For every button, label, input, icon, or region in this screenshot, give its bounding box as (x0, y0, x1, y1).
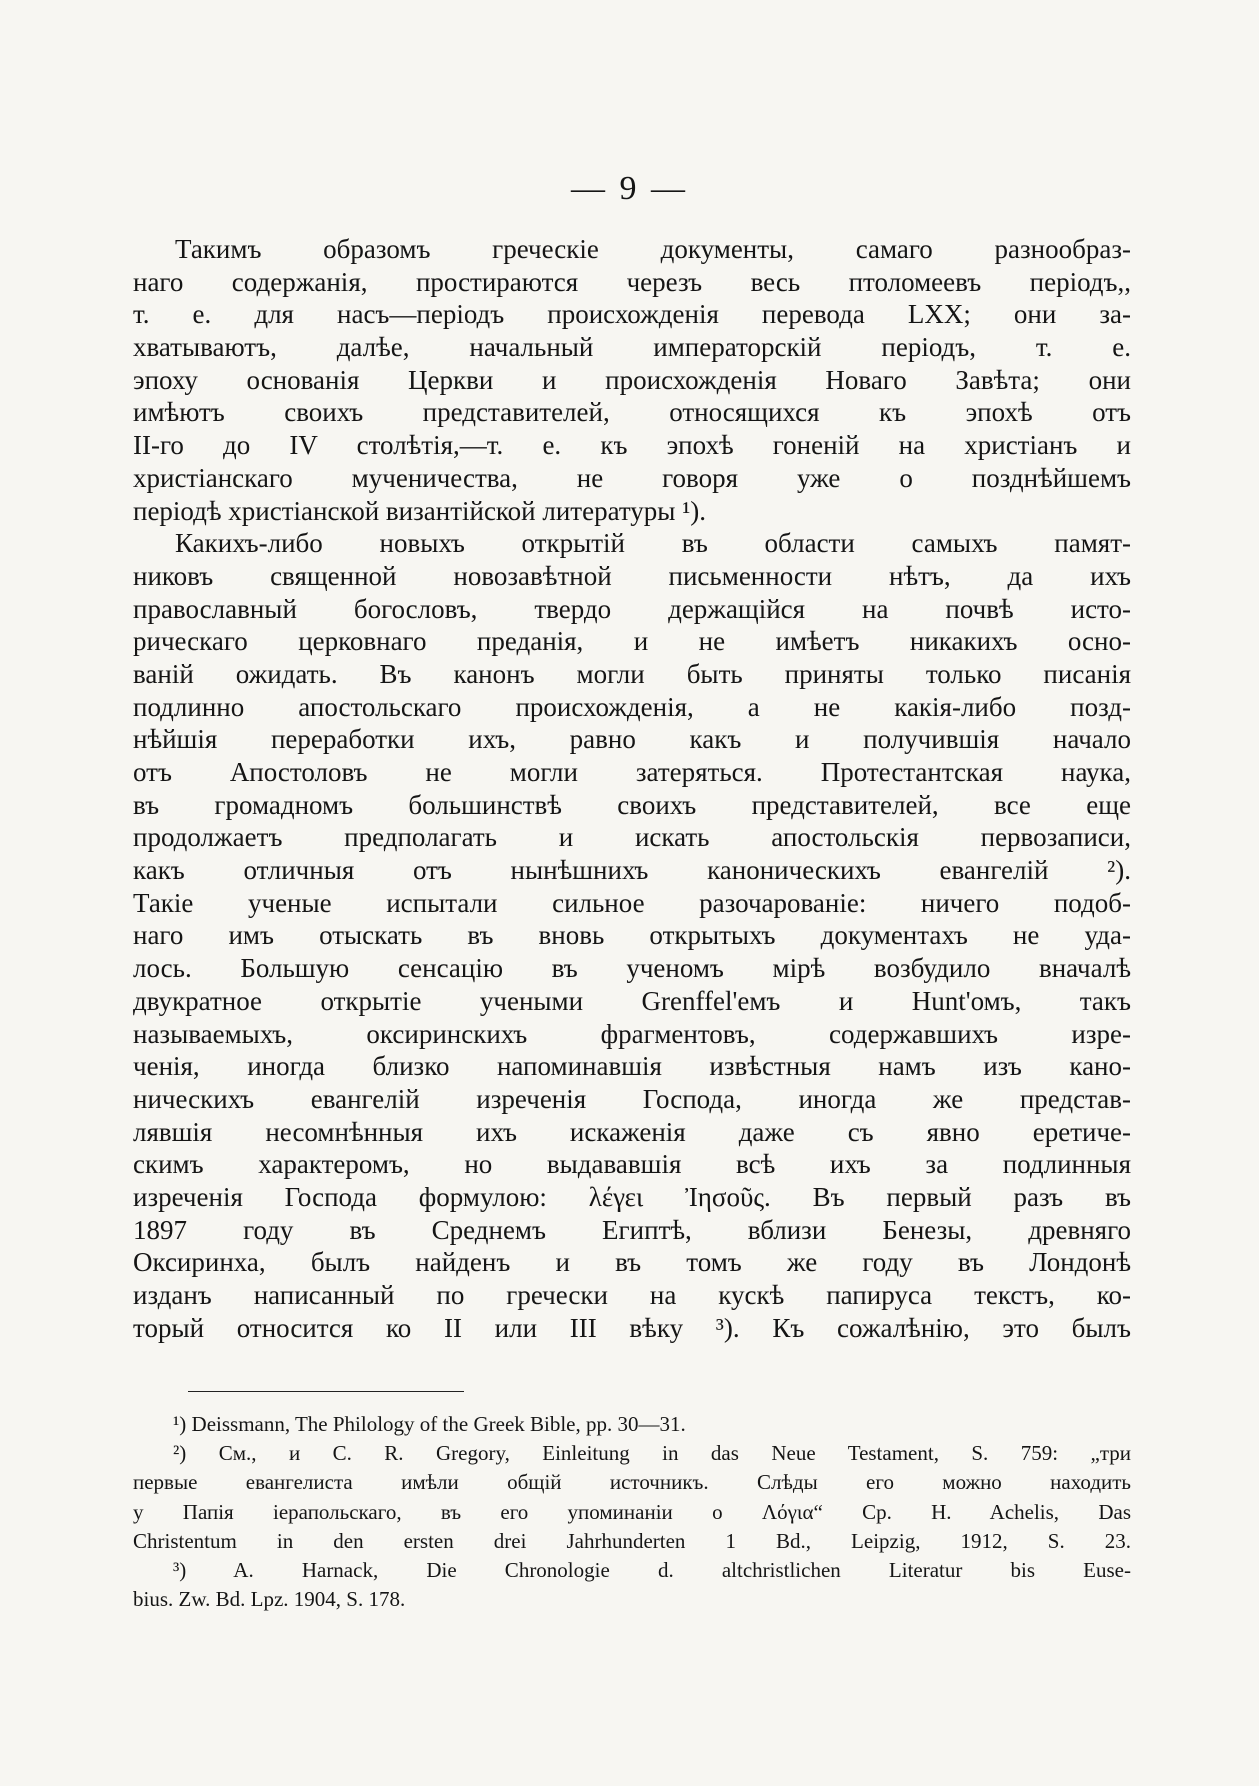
footnote-divider (188, 1391, 464, 1392)
text-line: ченія, иногда близко напоминавшія извѣстныя намъ изъ кано- (133, 1051, 1131, 1082)
text-line: отъ Апостоловъ не могли затеряться. Протестантская наука, (133, 757, 1131, 787)
footnote-2-cont: Christentum in den ersten drei Jahrhunderten 1 Bd., Leipzig, 1912, S. 23. (133, 1528, 1131, 1553)
text-line: изданъ написанный по гречески на кускѣ папируса текстъ, ко- (133, 1280, 1131, 1310)
text-line: православный богословъ, твердо держащійся на почвѣ исто- (133, 593, 1131, 624)
text-line: называемыхъ, оксиринскихъ фрагментовъ, содержавшихъ изре- (133, 1018, 1131, 1049)
footnote-2-cont: у Папія іерапольскаго, въ его упоминаніи о Λόγια“ Cp. H. Achelis, Das (133, 1499, 1131, 1524)
text-line: періодѣ христіанской византійской литературы ¹). (133, 495, 707, 526)
text-line: скимъ характеромъ, но выдававшія всѣ ихъ за подлинныя (133, 1149, 1131, 1180)
text-line: эпоху основанія Церкви и происхожденія Новаго Завѣта; они (133, 364, 1131, 395)
footnote-1: ¹) Deissmann, The Philology of the Greek Bible, pp. 30—31. (173, 1412, 686, 1436)
text-line: Такіе ученые испытали сильное разочарованіе: ничего подоб- (133, 887, 1131, 918)
text-line: Такимъ образомъ греческіе документы, самаго разнообраз- (175, 234, 1131, 264)
text-line: ническихъ евангелій изреченія Господа, иногда же представ- (133, 1083, 1131, 1114)
page-number: — 9 — (571, 170, 688, 207)
text-line: никовъ священной новозавѣтной письменности нѣтъ, да ихъ (133, 560, 1131, 591)
footnotes (133, 1410, 1131, 1614)
text-line: т. е. для насъ—періодъ происхожденія перевода LXX; они за- (133, 299, 1131, 330)
text-line: ваній ожидать. Въ канонъ могли быть приняты только писанія (133, 658, 1131, 689)
text-line: торый относится ко II или III вѣку ³). Къ сожалѣнію, это былъ (133, 1312, 1131, 1343)
footnote-3: ³) A. Harnack, Die Chronologie d. altchristlichen Literatur bis Euse- (173, 1557, 1131, 1582)
text-line: христіанскаго мученичества, не говоря уже о позднѣйшемъ (133, 462, 1131, 493)
text-line: нѣйшія переработки ихъ, равно какъ и получившія начало (133, 724, 1131, 755)
paragraph-2 (133, 527, 1131, 1344)
text-line: продолжаетъ предполагать и искать апостольскія первозаписи, (133, 822, 1131, 853)
text-line: какъ отличныя отъ нынѣшнихъ каноническихъ евангелій ²). (133, 855, 1131, 886)
text-line: II-го до IV столѣтія,—т. е. къ эпохѣ гоненій на христіанъ и (133, 430, 1131, 461)
text-line: въ громадномъ большинствѣ своихъ представителей, все еще (133, 789, 1131, 820)
text-line: хватываютъ, далѣе, начальный императорскій періодъ, т. е. (133, 332, 1131, 363)
text-line: изреченія Господа формулою: λέγει Ἰησοῦς. Въ первый разъ въ (133, 1181, 1131, 1212)
text-line: лось. Большую сенсацію въ ученомъ мірѣ возбудило вначалѣ (133, 953, 1131, 984)
main-text (133, 233, 1131, 1344)
paragraph-1 (133, 233, 1131, 527)
text-line: лявшія несомнѣнныя ихъ искаженія даже съ явно еретиче- (133, 1116, 1131, 1147)
text-line: имѣютъ своихъ представителей, относящихся къ эпохѣ отъ (133, 397, 1131, 428)
text-line: рическаго церковнаго преданія, и не имѣетъ никакихъ осно- (133, 626, 1131, 657)
text-line: двукратное открытіе учеными Grenffel'емъ и Hunt'омъ, такъ (133, 985, 1131, 1016)
text-line: 1897 году въ Среднемъ Египтѣ, вблизи Бенезы, древняго (133, 1214, 1131, 1245)
text-line: подлинно апостольскаго происхожденія, а не какія-либо позд- (133, 691, 1131, 722)
footnote-2: ²) См., и C. R. Gregory, Einleitung in das Neue Testament, S. 759: „три (173, 1441, 1131, 1466)
text-line: наго имъ отыскать въ вновь открытыхъ документахъ не уда- (133, 920, 1131, 951)
text-line: Какихъ-либо новыхъ открытій въ области самыхъ памят- (175, 528, 1131, 559)
footnote-3-cont: bius. Zw. Bd. Lpz. 1904, S. 178. (133, 1587, 406, 1612)
text-line: наго содержанія, простираются черезъ весь птоломеевъ періодъ,, (133, 266, 1131, 297)
text-line: Оксиринха, былъ найденъ и въ томъ же году въ Лондонѣ (133, 1247, 1131, 1278)
footnote-2-cont: первые евангелиста имѣли общій источникъ. Слѣды его можно находить (133, 1470, 1131, 1495)
